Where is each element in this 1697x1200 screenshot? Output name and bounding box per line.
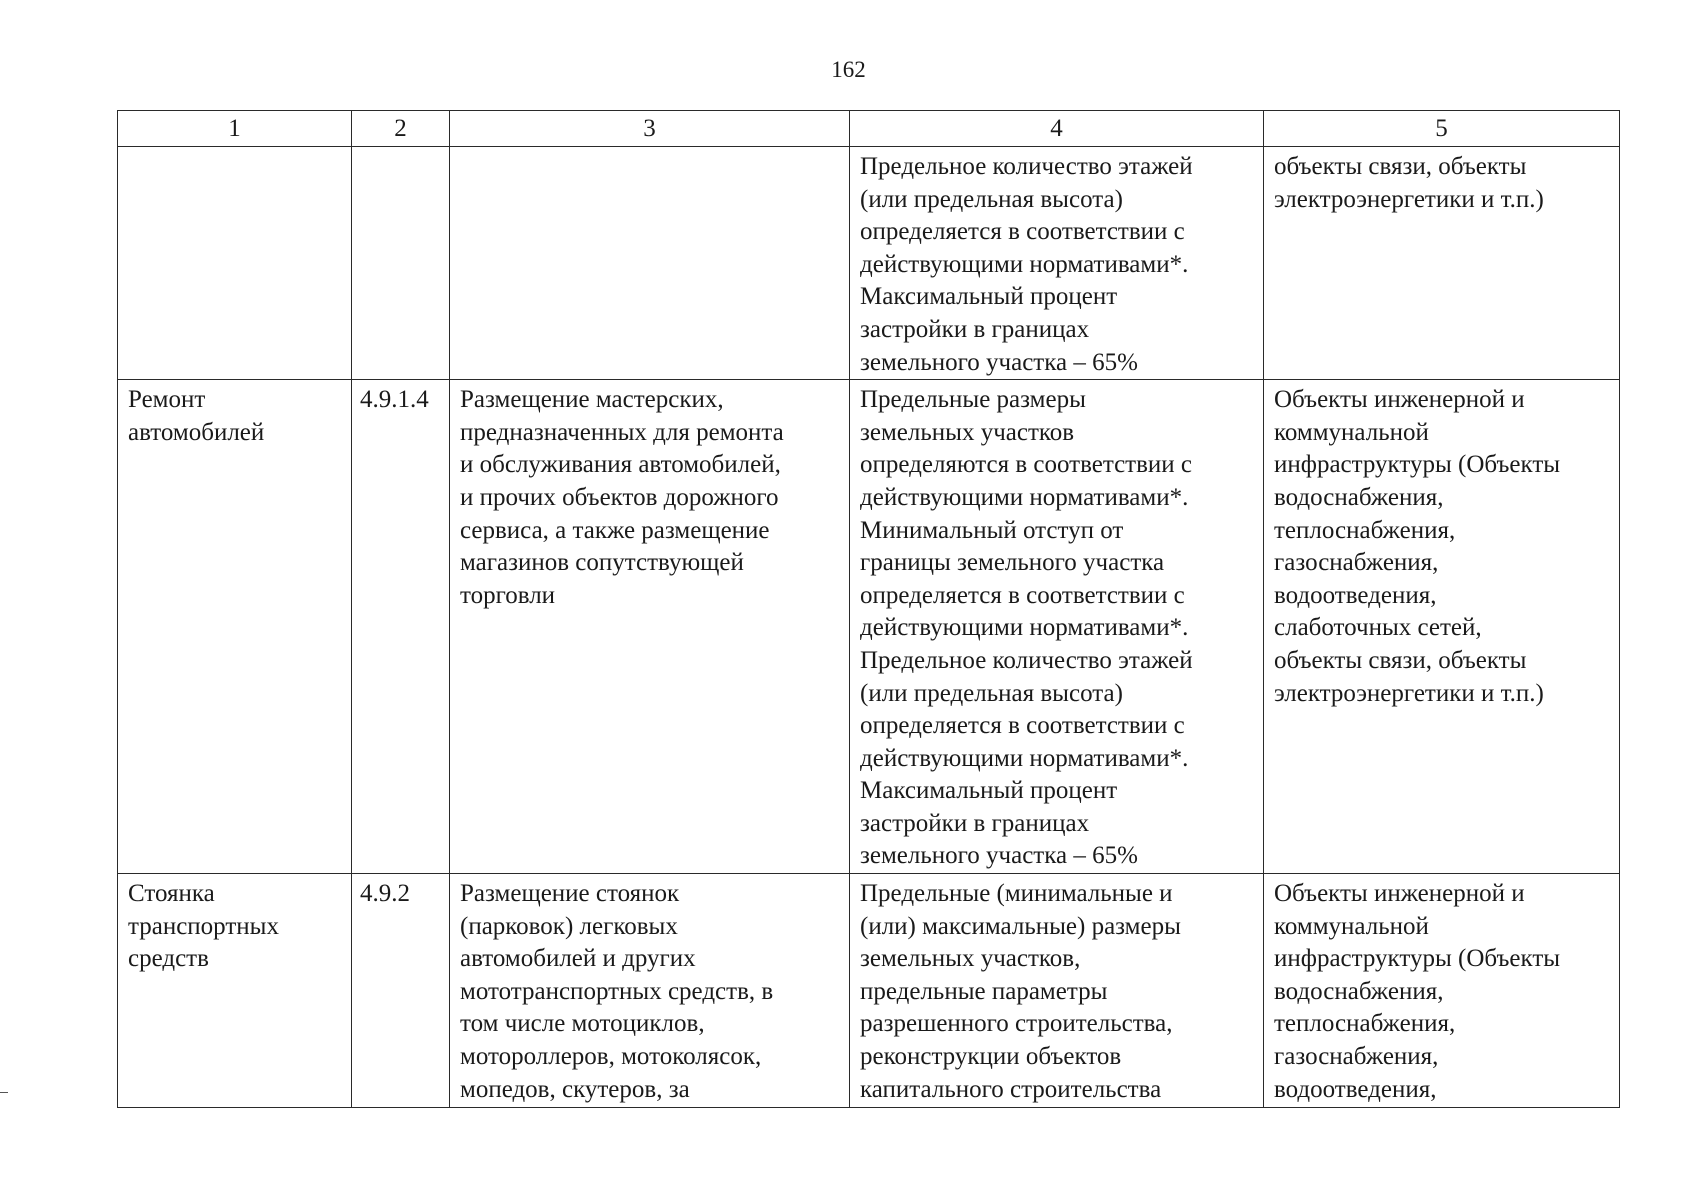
use-description-cell: Размещение мастерских, предназначенных для ремонта и обслуживания автомобилей, и прочих объектов дорожного сервиса, а также размещение магазинов сопутствующей торговли — [450, 380, 850, 874]
use-name-cell: Стоянка транспортных средств — [118, 874, 352, 1108]
parameters-cell: Предельное количество этажей (или предельная высота) определяется в соответствии с действующими нормативами*. Максимальный процент застройки в границах земельного участка – 65% — [850, 147, 1264, 380]
parameters-cell: Предельные (минимальные и (или) максимальные) размеры земельных участков, предельные параметры разрешенного строительства, реконструкции объектов капитального строительства — [850, 874, 1264, 1108]
auxiliary-uses-cell: объекты связи, объекты электроэнергетики и т.п.) — [1264, 147, 1620, 380]
column-header: 5 — [1264, 111, 1620, 147]
column-header: 3 — [450, 111, 850, 147]
table-header-row — [118, 111, 1620, 147]
use-description-cell: Размещение стоянок (парковок) легковых автомобилей и других мототранспортных средств, в том числе мотоциклов, мотороллеров, мотоколясок, мопедов, скутеров, за — [450, 874, 850, 1108]
use-code-cell — [352, 147, 450, 380]
use-name-cell — [118, 147, 352, 380]
page-number: 162 — [831, 57, 866, 82]
use-name-cell: Ремонт автомобилей — [118, 380, 352, 874]
column-header: 2 — [352, 111, 450, 147]
column-header: 4 — [850, 111, 1264, 147]
scan-edge-mark — [0, 1092, 8, 1093]
table-row — [118, 380, 1620, 874]
auxiliary-uses-cell: Объекты инженерной и коммунальной инфраструктуры (Объекты водоснабжения, теплоснабжения, газоснабжения, водоотведения, — [1264, 874, 1620, 1108]
table-row — [118, 874, 1620, 1108]
use-description-cell — [450, 147, 850, 380]
auxiliary-uses-cell: Объекты инженерной и коммунальной инфраструктуры (Объекты водоснабжения, теплоснабжения, газоснабжения, водоотведения, слаботочных сетей, объекты связи, объекты электроэнергетики и т.п.) — [1264, 380, 1620, 874]
land-use-table — [117, 110, 1620, 1108]
column-header: 1 — [118, 111, 352, 147]
table-row — [118, 147, 1620, 380]
parameters-cell: Предельные размеры земельных участков определяются в соответствии с действующими нормативами*. Минимальный отступ от границы земельного участка определяется в соответствии с действующими нормативами*. Предельное количество этажей (или предельная высота) определяется в соответствии с действующими нормативами*. Максимальный процент застройки в границах земельного участка – 65% — [850, 380, 1264, 874]
use-code-cell: 4.9.1.4 — [352, 380, 450, 874]
use-code-cell: 4.9.2 — [352, 874, 450, 1108]
